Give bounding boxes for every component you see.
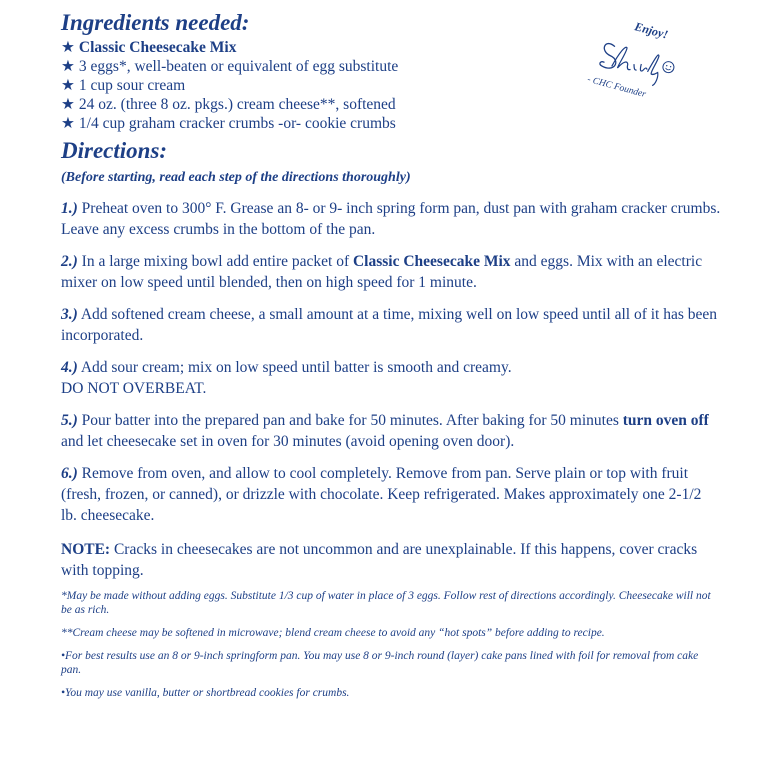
ingredient-sour-cream: 1 cup sour cream [78, 77, 186, 94]
step-number: 2.) [61, 253, 78, 270]
ingredient-eggs: 3 eggs*, well-beaten or equivalent of egg substitute [78, 58, 399, 75]
step-2 [61, 251, 721, 293]
step-text: Pour batter into the prepared pan and bake for 50 minutes. After baking for 50 minutes [81, 412, 619, 429]
footnote-cream-cheese: **Cream cheese may be softened in microwave; blend cream cheese to avoid any “hot spots” before adding to recipe. [61, 627, 605, 639]
star-icon: ★ [61, 115, 75, 132]
founder-caption: - CHC Founder [586, 74, 647, 101]
step-number: 6.) [61, 465, 78, 482]
star-icon: ★ [61, 39, 75, 56]
ingredient-mix: Classic Cheesecake Mix [78, 39, 237, 56]
note-paragraph [61, 539, 721, 581]
star-icon: ★ [61, 96, 75, 113]
step-number: 5.) [61, 412, 78, 429]
step-number: 1.) [61, 200, 78, 217]
footnote-pan: •For best results use an 8 or 9-inch springform pan. You may use 8 or 9-inch round (layer) cake pans lined with foil for removal from cake pan. [61, 650, 699, 676]
step-4 [61, 357, 721, 399]
ingredients-heading: Ingredients needed: [61, 10, 250, 35]
step-bold-text: Classic Cheesecake Mix [352, 253, 511, 270]
star-icon: ★ [61, 77, 75, 94]
step-number: 3.) [61, 306, 78, 323]
footnote-eggs: *May be made without adding eggs. Substitute 1/3 cup of water in place of 3 eggs. Follow rest of directions accordingly. Cheesecake will not be as rich. [61, 590, 711, 616]
step-5 [61, 410, 721, 452]
step-1 [61, 198, 721, 240]
step-6 [61, 463, 721, 526]
ingredient-item [61, 114, 721, 133]
step-bold-text: turn oven off [622, 412, 709, 429]
note-label: NOTE: [61, 541, 111, 558]
note-text: Cracks in cheesecakes are not uncommon and are unexplainable. If this happens, cover cracks with topping. [61, 541, 698, 579]
directions-heading: Directions: [61, 138, 168, 163]
ingredient-cream-cheese: 24 oz. (three 8 oz. pkgs.) cream cheese**, softened [78, 96, 396, 113]
directions-intro: (Before starting, read each step of the directions thoroughly) [61, 170, 411, 185]
enjoy-text: Enjoy! [633, 19, 670, 42]
star-icon: ★ [61, 58, 75, 75]
step-text: Remove from oven, and allow to cool completely. Remove from pan. Serve plain or top with fruit (fresh, frozen, or canned), or drizzle with chocolate. Keep refrigerated. Makes approximately one 2-1/2 lb. cheesecake. [61, 465, 702, 524]
step-3 [61, 304, 721, 346]
step-text: and eggs. Mix with an electric mixer on low speed until blended, then on high speed for 1 minute. [61, 253, 703, 291]
footnote-cookies: •You may use vanilla, butter or shortbread cookies for crumbs. [61, 687, 350, 699]
step-text: Add softened cream cheese, a small amount at a time, mixing well on low speed until all of it has been incorporated. [61, 306, 718, 344]
ingredient-crumbs: 1/4 cup graham cracker crumbs -or- cookie crumbs [78, 115, 396, 132]
step-text: and let cheesecake set in oven for 30 minutes (avoid opening oven door). [61, 433, 515, 450]
step-text: Add sour cream; mix on low speed until batter is smooth and creamy. [80, 359, 512, 376]
step-text: In a large mixing bowl add entire packet of [81, 253, 350, 270]
step-warning: DO NOT OVERBEAT. [61, 380, 207, 397]
step-number: 4.) [61, 359, 78, 376]
step-text: Preheat oven to 300° F. Grease an 8- or 9- inch spring form pan, dust pan with graham cracker crumbs. Leave any excess crumbs in the bottom of the pan. [61, 200, 721, 238]
